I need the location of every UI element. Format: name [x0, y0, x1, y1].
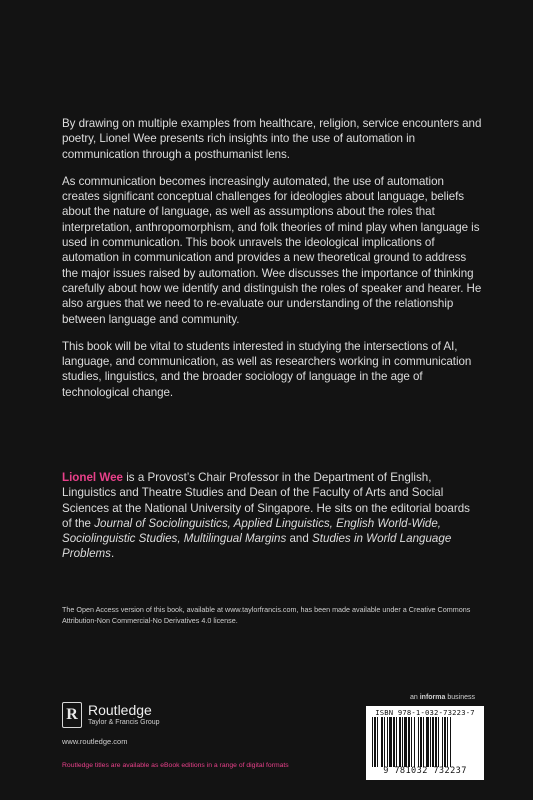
routledge-logo-icon: R	[62, 702, 82, 728]
publisher-name: Routledge	[88, 702, 152, 718]
blurb-paragraph-3: This book will be vital to students interested in studying the intersections of AI, language, and communication, as well as researchers working in communication studies, linguistics, and the broader sociology of language in the age of technological change.	[62, 339, 472, 399]
author-journals-1: Journal of Sociolinguistics, Applied Linguistics, English World-Wide, Sociolinguistic Studies, Multilingual Margins	[62, 516, 442, 546]
informa-business-tagline	[410, 694, 475, 701]
isbn-label: ISBN 978-1-032-73223-7	[375, 708, 475, 717]
formats-note: Routledge titles are available as eBook editions in a range of digital formats	[62, 762, 289, 769]
author-journals-2: Studies in World Language Problems	[62, 532, 452, 561]
routledge-logo-text	[88, 703, 160, 727]
blurb-paragraph-2: As communication becomes increasingly automated, the use of automation creates significant conceptual challenges for ideologies about language, beliefs about the nature of language, as well as assumptions about the roles that interpretation, anthropomorphism, and folk theories of mind play when language is used in communication. This book unravels the ideological implications of automation in communication and provides a new theoretical ground to address the major issues raised by automation. Wee discusses the importance of thinking carefully about how we identify and distinguish the roles of speaker and hearer. He also argues that we need to re-evaluate our understanding of the relationship between language and community.	[62, 174, 482, 326]
informa-brand: informa	[419, 694, 446, 701]
author-bio-text-3: .	[110, 547, 115, 561]
blurb-paragraph-1: By drawing on multiple examples from healthcare, religion, service encounters and poetry, Lionel Wee presents rich insights into the use of automation in communication through a posthumanist lens.	[62, 117, 482, 161]
barcode-bars-icon	[370, 717, 480, 767]
isbn-barcode	[366, 706, 484, 780]
publisher-website: www.routledge.com	[62, 737, 128, 746]
informa-prefix: an	[410, 694, 420, 701]
book-blurb	[62, 116, 482, 412]
publisher-group: Taylor & Francis Group	[88, 719, 160, 726]
author-bio-text-1: is a Provost’s Chair Professor in the Department of English, Linguistics and Theatre Studies and Dean of the Faculty of Arts and Social Sciences at the National University of Singapore. He sits on the editorial boards of the	[62, 471, 470, 530]
author-bio	[62, 470, 482, 562]
author-name: Lionel Wee	[62, 471, 123, 484]
routledge-logo	[62, 702, 160, 728]
barcode-digits: 9 781032 732237	[383, 766, 467, 776]
informa-suffix: business	[445, 694, 475, 701]
author-bio-text-2: and	[286, 532, 313, 546]
open-access-notice: The Open Access version of this book, available at www.taylorfrancis.com, has been made available under a Creative Commons Attribution-Non Commercial-No Derivatives 4.0 license.	[62, 605, 471, 625]
